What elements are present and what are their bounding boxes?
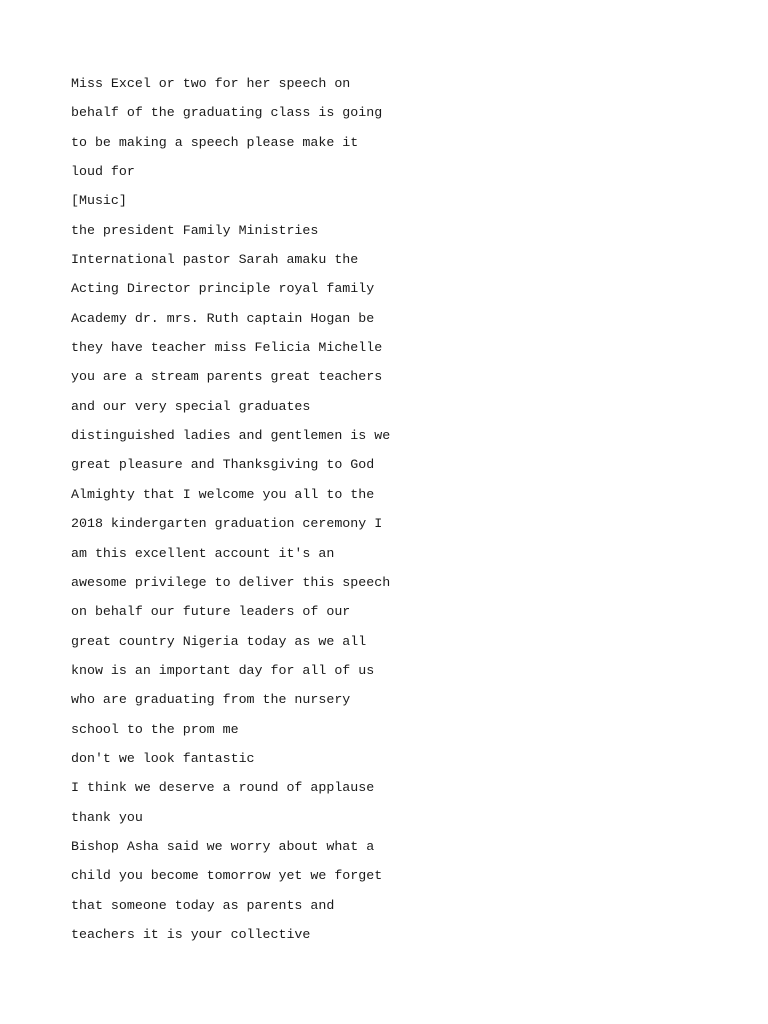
transcript-line: distinguished ladies and gentlemen is we — [71, 428, 391, 444]
transcript-line: Almighty that I welcome you all to the — [71, 486, 375, 502]
transcript-line: child you become tomorrow yet we forget — [71, 868, 383, 884]
transcript-line: Acting Director principle royal family — [71, 281, 375, 297]
transcript-line: awesome privilege to deliver this speech — [71, 574, 391, 590]
transcript-line: Miss Excel or two for her speech on — [71, 76, 351, 91]
transcript-line: 2018 kindergarten graduation ceremony I — [71, 516, 383, 532]
transcript-line: International pastor Sarah amaku the — [71, 252, 359, 268]
transcript-line: school to the prom me — [71, 721, 239, 737]
transcript-line: teachers it is your collective — [71, 926, 311, 942]
transcript-line: who are graduating from the nursery — [71, 692, 351, 708]
transcript-line: they have teacher miss Felicia Michelle — [71, 340, 383, 356]
transcript-line: behalf of the graduating class is going — [71, 105, 383, 121]
transcript-line: and our very special graduates — [71, 398, 311, 414]
transcript-line: on behalf our future leaders of our — [71, 604, 351, 620]
transcript-line: Bishop Asha said we worry about what a — [71, 838, 375, 854]
transcript-line: that someone today as parents and — [71, 897, 335, 913]
transcript-line: I think we deserve a round of applause — [71, 780, 375, 796]
transcript-line: to be making a speech please make it — [71, 134, 359, 150]
transcript-line: thank you — [71, 809, 143, 825]
transcript-line: loud for — [71, 164, 135, 180]
transcript-line: you are a stream parents great teachers — [71, 369, 383, 385]
transcript-line: am this excellent account it's an — [71, 545, 335, 561]
transcript-line: Academy dr. mrs. Ruth captain Hogan be — [71, 310, 375, 326]
transcript-line: great country Nigeria today as we all — [71, 633, 367, 649]
transcript-line: don't we look fantastic — [71, 750, 255, 766]
transcript-line: [Music] — [71, 193, 127, 209]
transcript-line: the president Family Ministries — [71, 222, 319, 238]
transcript-line: know is an important day for all of us — [71, 662, 375, 678]
transcript-text — [71, 69, 711, 949]
transcript-line: great pleasure and Thanksgiving to God — [71, 457, 375, 473]
